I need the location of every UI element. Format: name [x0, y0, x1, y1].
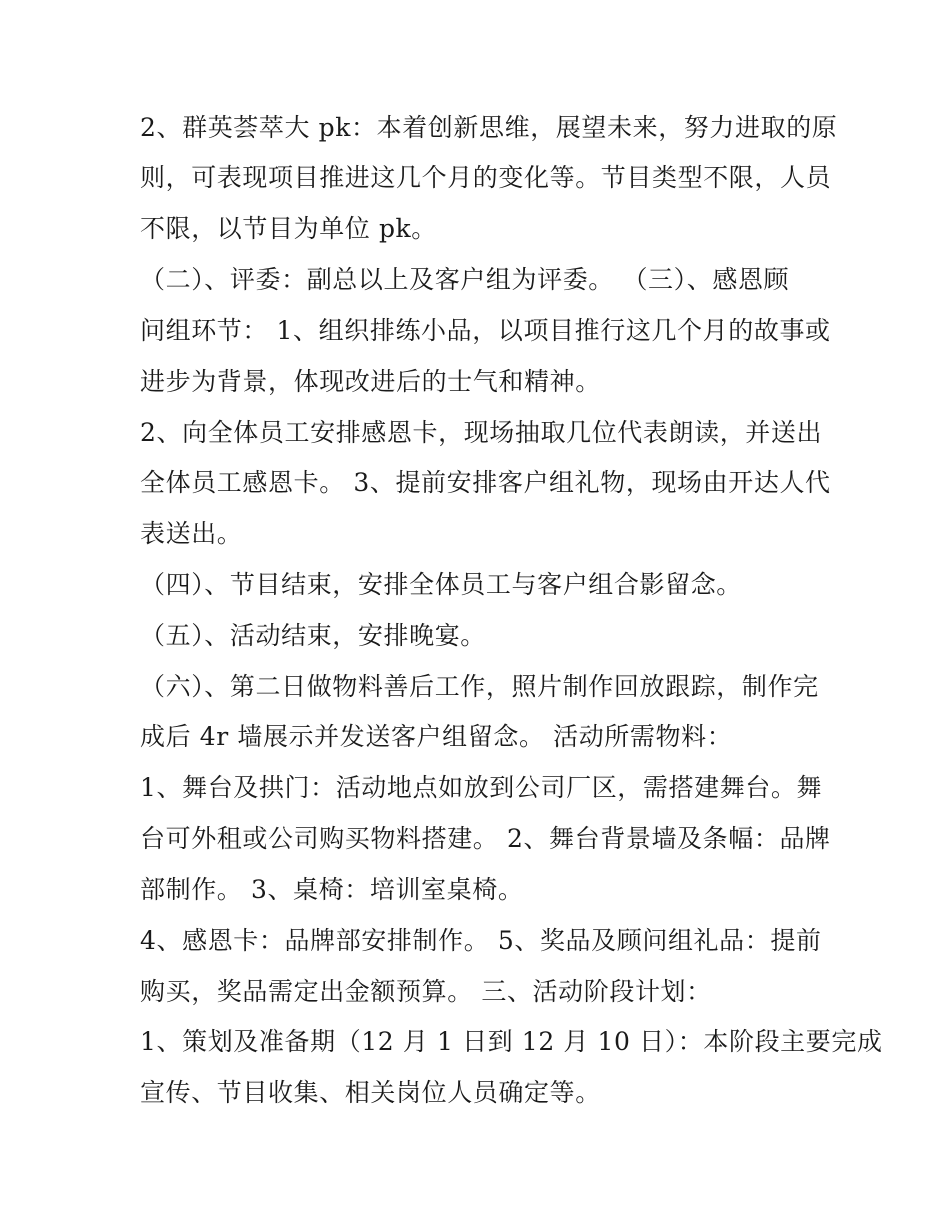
- text-line: 则，可表现项目推进这几个月的变化等。节目类型不限，人员: [140, 163, 832, 192]
- text-line: 1、舞台及拱门：活动地点如放到公司厂区，需搭建舞台。舞: [140, 773, 823, 802]
- text-line: 问组环节： 1、组织排练小品，以项目推行这几个月的故事或: [140, 316, 831, 345]
- text-line: （六）、第二日做物料善后工作，照片制作回放跟踪，制作完: [140, 672, 819, 701]
- text-line: 宣传、节目收集、相关岗位人员确定等。: [140, 1078, 601, 1107]
- text-line: 进步为背景，体现改进后的士气和精神。: [140, 367, 601, 396]
- text-line: 台可外租或公司购买物料搭建。 2、舞台背景墙及条幅：品牌: [140, 824, 831, 853]
- text-line: 2、向全体员工安排感恩卡，现场抽取几位代表朗读，并送出: [140, 418, 823, 447]
- text-line: （四）、节目结束，安排全体员工与客户组合影留念。: [140, 570, 742, 599]
- text-line: 表送出。: [140, 519, 243, 548]
- text-line: 2、群英荟萃大 pk：本着创新思维，展望未来，努力进取的原: [140, 113, 838, 142]
- text-line: 成后 4r 墙展示并发送客户组留念。 活动所需物料：: [140, 722, 733, 751]
- text-line: 4、感恩卡：品牌部安排制作。 5、奖品及顾问组礼品：提前: [140, 926, 822, 955]
- text-line: 购买，奖品需定出金额预算。 三、活动阶段计划：: [140, 977, 712, 1006]
- text-line: （二）、评委：副总以上及客户组为评委。 （三）、感恩顾: [140, 265, 790, 294]
- text-line: （五）、活动结束，安排晚宴。: [140, 621, 486, 650]
- text-line: 1、策划及准备期（12 月 1 日到 12 月 10 日）：本阶段主要完成: [140, 1027, 883, 1056]
- text-line: 部制作。 3、桌椅：培训室桌椅。: [140, 875, 524, 904]
- text-line: 不限，以节目为单位 pk。: [140, 214, 437, 243]
- text-line: 全体员工感恩卡。 3、提前安排客户组礼物，现场由开达人代: [140, 468, 831, 497]
